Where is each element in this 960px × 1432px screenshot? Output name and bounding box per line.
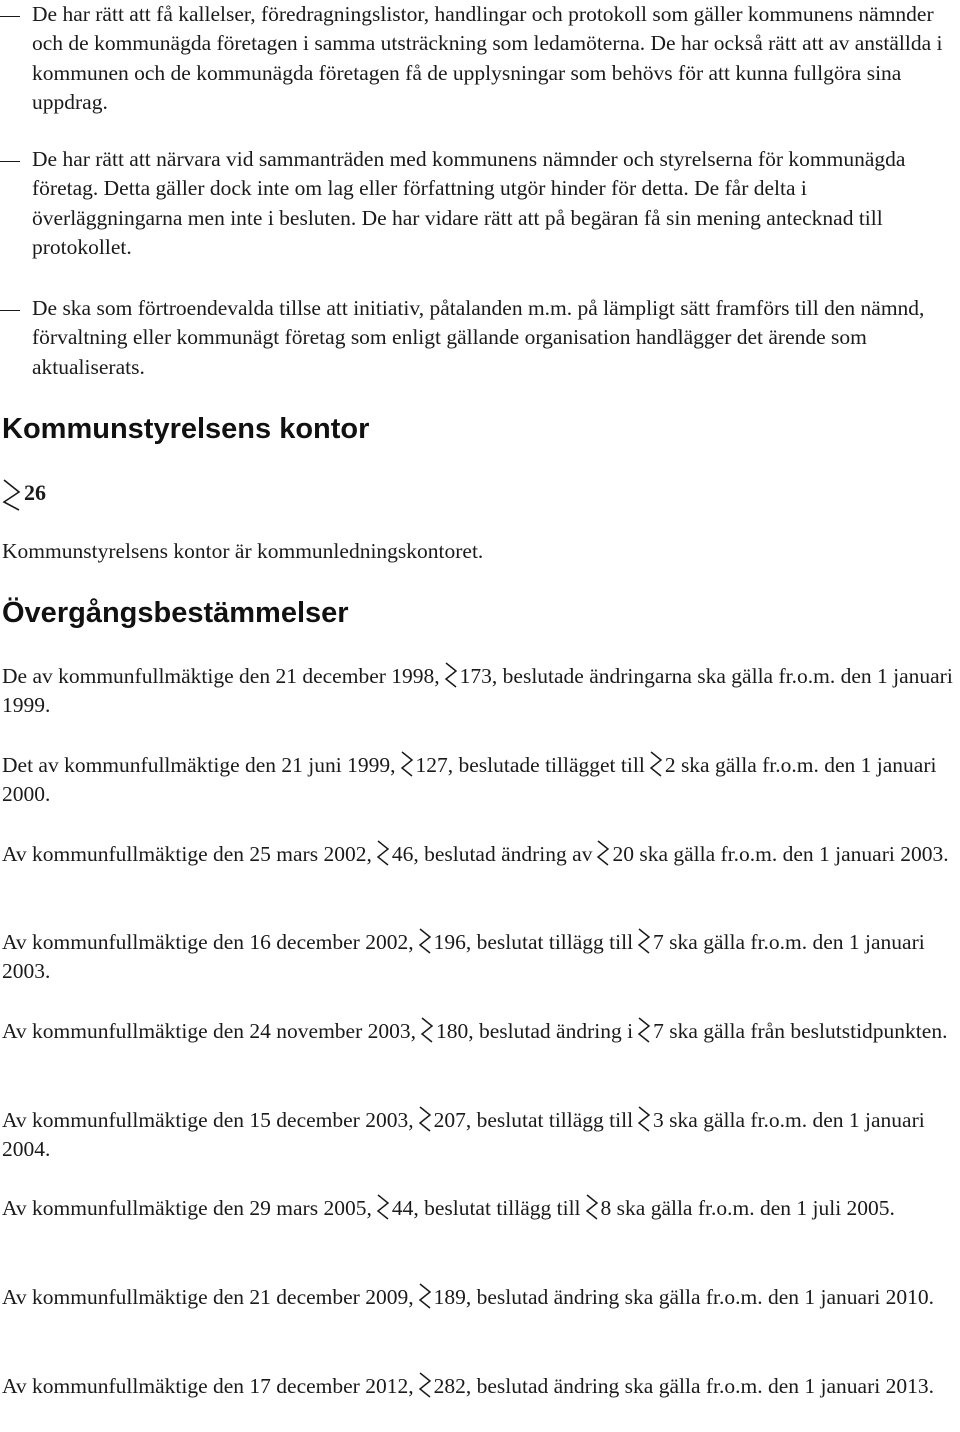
transitional-paragraph <box>2 1017 956 1046</box>
section-sign-icon <box>376 1194 390 1220</box>
section-sign-icon <box>637 1017 651 1043</box>
paragraph-text: Av kommunfullmäktige den 21 december 2009, <box>2 1285 414 1309</box>
section-heading-overgang: Övergångsbestämmelser <box>2 597 349 629</box>
paragraph-number: 26 <box>24 480 46 505</box>
transitional-paragraph <box>2 1283 956 1312</box>
section-sign-icon <box>2 478 22 512</box>
paragraph-text: 189, beslutad ändring ska gälla fr.o.m. den 1 januari 2010. <box>433 1285 934 1309</box>
list-item-text: De har rätt att närvara vid sammanträden med kommunens nämnder och styrelserna för kommunägda företag. Detta gäller dock inte om lag eller författning utgör hinder för detta. De får delta i överläggningarna men inte i besluten. De har vidare rätt att på begäran få sin mening antecknad till protokollet. <box>32 147 906 260</box>
list-item <box>32 294 954 382</box>
transitional-paragraph <box>2 751 956 810</box>
paragraph-text: 180, beslutad ändring i <box>436 1019 634 1043</box>
list-item <box>32 145 954 263</box>
paragraph-text: 282, beslutad ändring ska gälla fr.o.m. den 1 januari 2013. <box>433 1374 934 1398</box>
section-sign-icon <box>418 1283 432 1309</box>
paragraph-text: Av kommunfullmäktige den 15 december 2003, <box>2 1108 414 1132</box>
paragraph-text: 2 ska gälla fr.o.m. den 1 januari 2000. <box>2 753 937 807</box>
section-sign-icon <box>585 1194 599 1220</box>
paragraph-text: 173, beslutade ändringarna ska gälla fr.o.m. den 1 januari 1999. <box>2 664 953 718</box>
section-sign-icon <box>637 928 651 954</box>
transitional-paragraph <box>2 1194 956 1223</box>
list-item-text: De ska som förtroendevalda tillse att initiativ, påtalanden m.m. på lämpligt sätt framförs till den nämnd, förvaltning eller kommunägt företag som enligt gällande organisation handlägger det ärende som aktualiserats. <box>32 296 925 379</box>
section-sign-icon <box>418 1372 432 1398</box>
section-paragraph-number <box>2 478 62 514</box>
paragraph-text: Av kommunfullmäktige den 24 november 2003, <box>2 1019 417 1043</box>
paragraph-text: 196, beslutat tillägg till <box>433 930 634 954</box>
paragraph-text: 8 ska gälla fr.o.m. den 1 juli 2005. <box>600 1196 895 1220</box>
paragraph-text: 3 ska gälla fr.o.m. den 1 januari 2004. <box>2 1108 925 1162</box>
section-sign-icon <box>637 1106 651 1132</box>
list-item <box>32 0 954 118</box>
paragraph-text: Av kommunfullmäktige den 29 mars 2005, <box>2 1196 372 1220</box>
paragraph-text: Av kommunfullmäktige den 16 december 2002, <box>2 930 414 954</box>
section-sign-icon <box>444 662 458 688</box>
dash-bullet <box>0 310 20 311</box>
transitional-paragraph <box>2 1372 956 1401</box>
transitional-paragraph <box>2 840 956 869</box>
section-sign-icon <box>418 1106 432 1132</box>
section-sign-icon <box>420 1017 434 1043</box>
paragraph-text: 127, beslutade tillägget till <box>415 753 645 777</box>
dash-bullet <box>0 16 20 17</box>
section-sign-icon <box>418 928 432 954</box>
paragraph-text: Det av kommunfullmäktige den 21 juni 1999, <box>2 753 396 777</box>
paragraph-text: Av kommunfullmäktige den 17 december 2012, <box>2 1374 414 1398</box>
section-sign-icon <box>376 840 390 866</box>
paragraph-text: 207, beslutat tillägg till <box>433 1108 634 1132</box>
paragraph-text: Av kommunfullmäktige den 25 mars 2002, <box>2 842 372 866</box>
paragraph-text: 46, beslutad ändring av <box>391 842 593 866</box>
section-sign-icon <box>649 751 663 777</box>
paragraph-text: 7 ska gälla fr.o.m. den 1 januari 2003. <box>2 930 925 984</box>
transitional-paragraph <box>2 662 956 721</box>
transitional-paragraph <box>2 1106 956 1165</box>
section-heading-kontor: Kommunstyrelsens kontor <box>2 413 370 445</box>
section-body-text: Kommunstyrelsens kontor är kommunledningskontoret. <box>2 539 484 563</box>
dash-bullet <box>0 161 20 162</box>
section-sign-icon <box>400 751 414 777</box>
list-item-text: De har rätt att få kallelser, föredragningslistor, handlingar och protokoll som gäller kommunens nämnder och de kommunägda företagen i samma utsträckning som ledamöterna. De har också rätt att av anställda i kommunen och de kommunägda företagen få de upplysningar som behövs för att kunna fullgöra sina uppdrag. <box>32 2 943 115</box>
paragraph-text: 44, beslutat tillägg till <box>391 1196 581 1220</box>
paragraph-text: 20 ska gälla fr.o.m. den 1 januari 2003. <box>612 842 949 866</box>
transitional-paragraph <box>2 928 956 987</box>
paragraph-text: 7 ska gälla från beslutstidpunkten. <box>653 1019 948 1043</box>
paragraph-text: De av kommunfullmäktige den 21 december 1998, <box>2 664 440 688</box>
section-sign-icon <box>596 840 610 866</box>
